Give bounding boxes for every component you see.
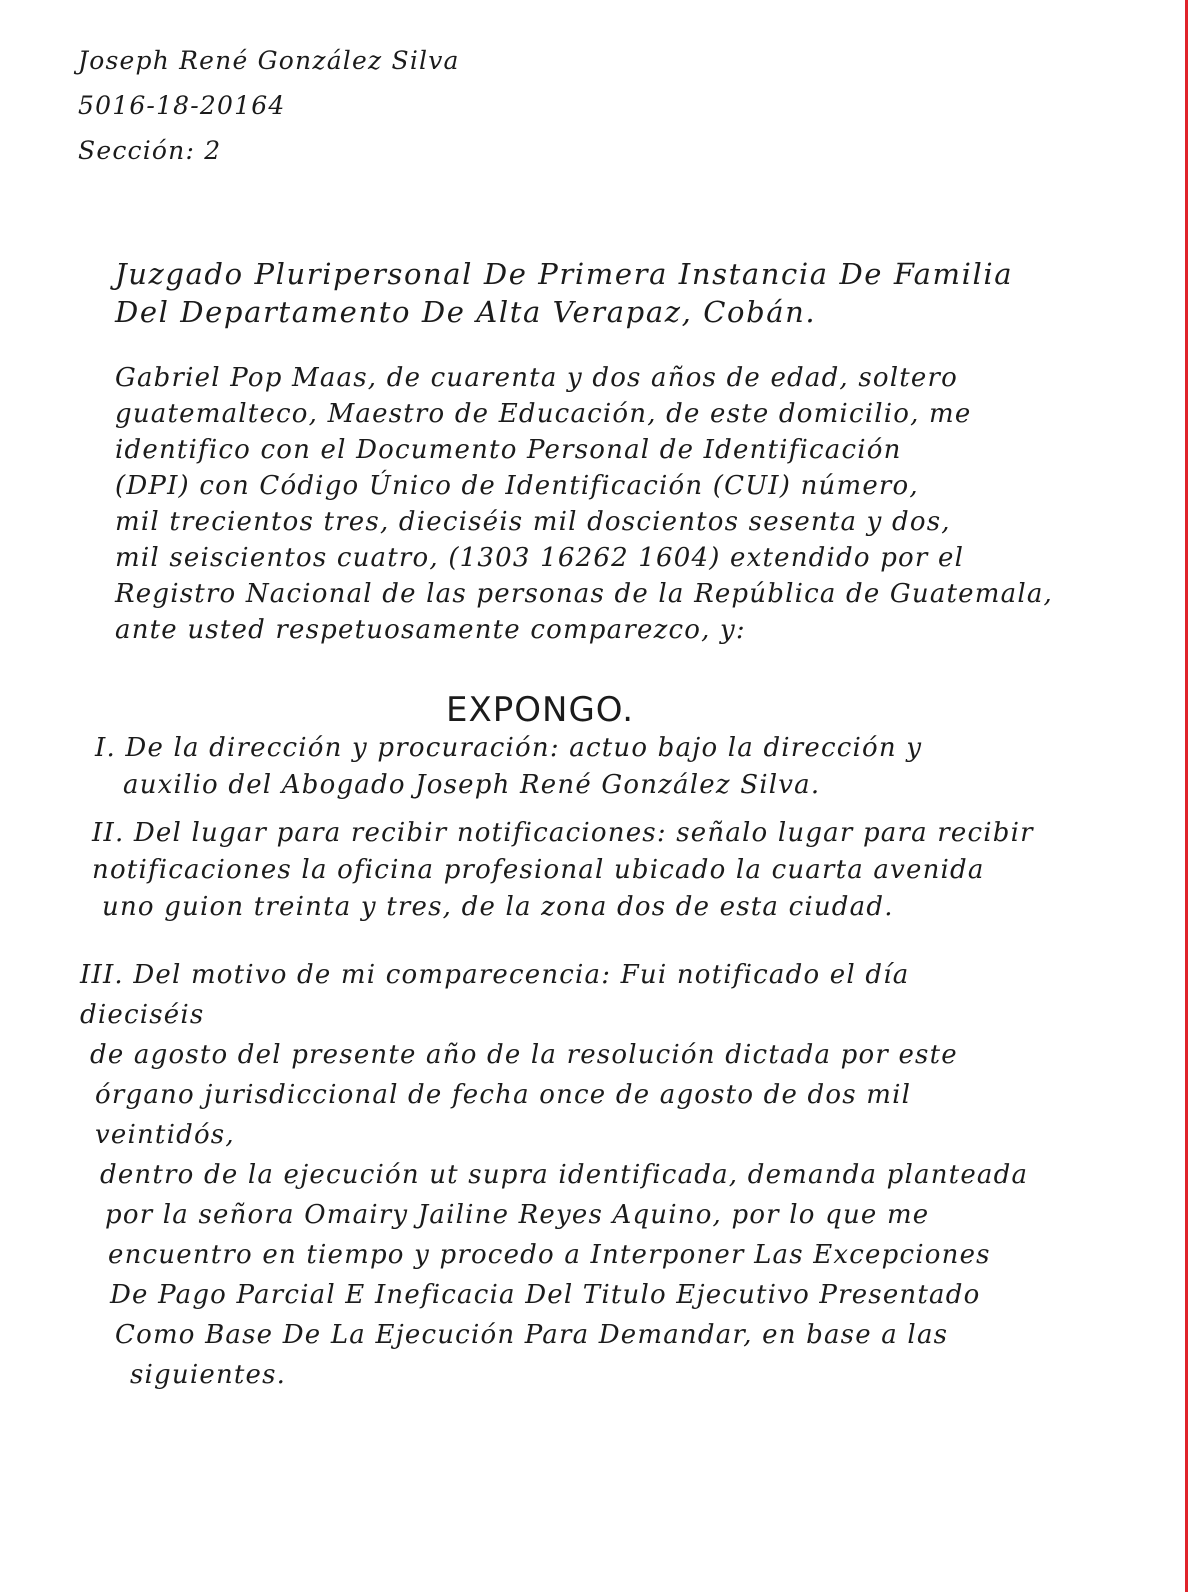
- addressee-line: Del Departamento De Alta Verapaz, Cobán.: [115, 295, 817, 329]
- item-line: órgano jurisdiccional de fecha once de agosto de dos mil veintidós,: [95, 1080, 912, 1150]
- item-line: III. Del motivo de mi comparecencia: Fui notificado el día dieciséis: [80, 960, 910, 1030]
- intro-line: mil seiscientos cuatro, (1303 16262 1604) extendido por el: [115, 543, 965, 573]
- intro-line: mil trecientos tres, dieciséis mil doscientos sesenta y dos,: [115, 507, 951, 537]
- student-id: 5016-18-20164: [78, 91, 286, 120]
- item-line: De Pago Parcial E Ineficacia Del Titulo Ejecutivo Presentado: [110, 1280, 981, 1310]
- item-line: auxilio del Abogado Joseph René González Silva.: [123, 770, 821, 800]
- court-addressee: [115, 255, 1015, 331]
- intro-line: identifico con el Documento Personal de Identificación: [115, 435, 902, 465]
- numbered-item-3: [80, 955, 1030, 1395]
- section-number: Sección: 2: [78, 136, 222, 165]
- item-line: II. Del lugar para recibir notificaciones: señalo lugar para recibir: [92, 818, 1034, 848]
- intro-line: ante usted respetuosamente comparezco, y:: [115, 615, 746, 645]
- numbered-item-1: [95, 730, 1045, 804]
- student-header: [78, 38, 678, 173]
- intro-line: (DPI) con Código Único de Identificación (CUI) número,: [115, 471, 919, 501]
- item-line: de agosto del presente año de la resolución dictada por este: [90, 1040, 958, 1070]
- item-line: uno guion treinta y tres, de la zona dos de esta ciudad.: [102, 892, 894, 922]
- item-line: siguientes.: [130, 1360, 287, 1390]
- red-margin-line: [1185, 0, 1188, 1592]
- numbered-item-2: [92, 815, 1042, 926]
- item-line: I. De la dirección y procuración: actuo bajo la dirección y: [95, 733, 923, 763]
- item-line: Como Base De La Ejecución Para Demandar, en base a las: [115, 1320, 949, 1350]
- section-heading: EXPONGO.: [445, 690, 634, 730]
- intro-line: Gabriel Pop Maas, de cuarenta y dos años de edad, soltero: [115, 363, 958, 393]
- intro-line: Registro Nacional de las personas de la República de Guatemala,: [115, 579, 1054, 609]
- addressee-line: Juzgado Pluripersonal De Primera Instancia De Familia: [115, 257, 1014, 291]
- item-line: notificaciones la oficina profesional ubicado la cuarta avenida: [92, 855, 985, 885]
- intro-line: guatemalteco, Maestro de Educación, de este domicilio, me: [115, 399, 972, 429]
- item-line: dentro de la ejecución ut supra identificada, demanda planteada: [100, 1160, 1029, 1190]
- item-line: por la señora Omairy Jailine Reyes Aquino, por lo que me: [105, 1200, 930, 1230]
- student-name: Joseph René González Silva: [78, 46, 460, 75]
- item-line: encuentro en tiempo y procedo a Interponer Las Excepciones: [108, 1240, 991, 1270]
- intro-paragraph: [115, 360, 1075, 648]
